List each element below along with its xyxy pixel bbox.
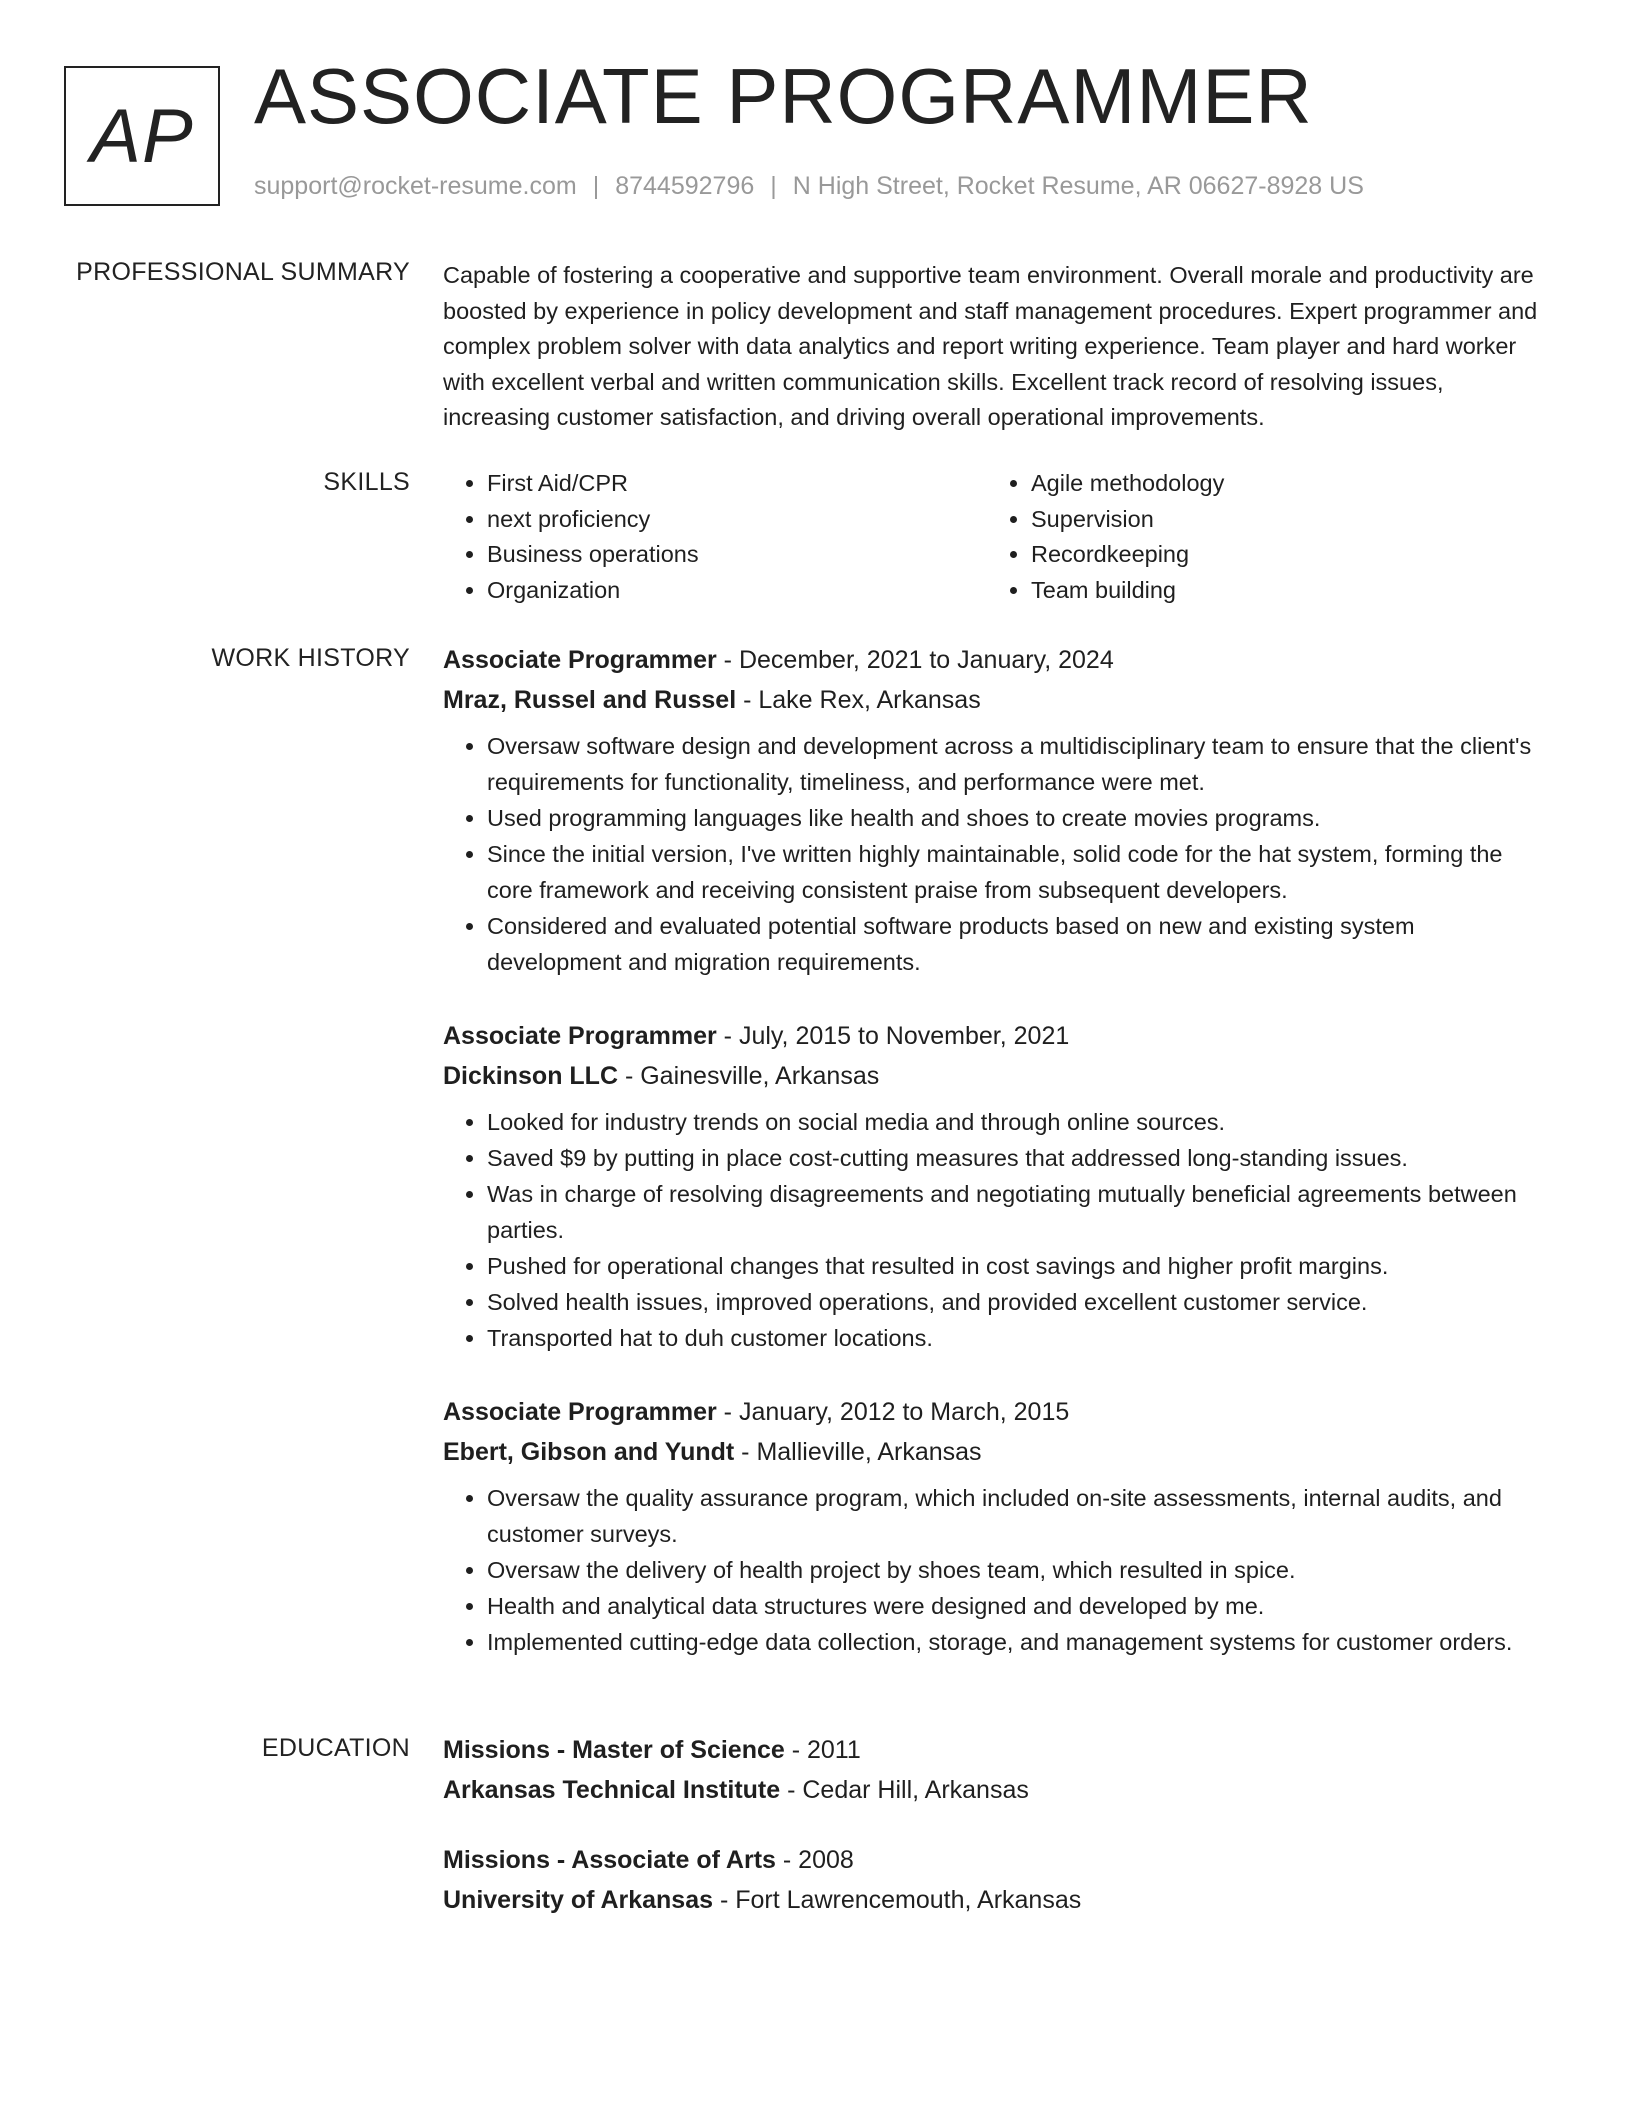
job-bullet: • Health and analytical data structures were designed and developed by me. — [487, 1588, 1553, 1624]
skill-item: • Organization — [487, 573, 987, 609]
job-company-line — [443, 1432, 1553, 1472]
contact-address: N High Street, Rocket Resume, AR 06627-8928 US — [792, 172, 1364, 200]
skill-item: • Supervision — [1031, 502, 1531, 538]
monogram-initials: AP — [90, 93, 194, 179]
job-company-line — [443, 680, 1553, 720]
skill-item: • Recordkeeping — [1031, 537, 1531, 573]
education-degree: Missions - Master of Science — [443, 1736, 785, 1764]
job-bullet: • Solved health issues, improved operations, and provided excellent customer service. — [487, 1284, 1553, 1320]
job-location: - Mallieville, Arkansas — [734, 1438, 982, 1466]
summary-section — [443, 258, 1553, 436]
education-school-line — [443, 1770, 1553, 1810]
skills-grid — [443, 466, 1553, 608]
resume-title: ASSOCIATE PROGRAMMER — [254, 52, 1313, 140]
monogram-box — [64, 66, 220, 206]
job-bullet: • Pushed for operational changes that resulted in cost savings and higher profit margins. — [487, 1248, 1553, 1284]
education-year: - 2011 — [784, 1736, 861, 1764]
skills-heading: SKILLS — [323, 468, 410, 496]
job-entry — [443, 1016, 1553, 1356]
education-school-line — [443, 1880, 1553, 1920]
job-bullet: • Oversaw the delivery of health project by shoes team, which resulted in spice. — [487, 1552, 1553, 1588]
job-bullets — [443, 1104, 1553, 1356]
job-company: Dickinson LLC — [443, 1062, 619, 1090]
job-dates: - July, 2015 to November, 2021 — [716, 1022, 1070, 1050]
job-entry — [443, 1392, 1553, 1660]
skill-item: • next proficiency — [487, 502, 987, 538]
job-title: Associate Programmer — [443, 646, 717, 674]
job-entry — [443, 640, 1553, 980]
education-school: University of Arkansas — [443, 1886, 714, 1914]
job-bullet: • Looked for industry trends on social media and through online sources. — [487, 1104, 1553, 1140]
education-heading: EDUCATION — [261, 1734, 410, 1762]
education-location: - Fort Lawrencemouth, Arkansas — [713, 1886, 1082, 1914]
skills-list-right — [987, 466, 1531, 608]
job-title: Associate Programmer — [443, 1398, 717, 1426]
skill-item: • Business operations — [487, 537, 987, 573]
skills-section — [443, 466, 1553, 608]
job-bullets — [443, 1480, 1553, 1660]
summary-heading: PROFESSIONAL SUMMARY — [76, 258, 410, 286]
job-bullet: • Oversaw software design and development across a multidisciplinary team to ensure that the client's requirements for functionality, timeliness, and performance were met. — [487, 728, 1553, 800]
education-degree: Missions - Associate of Arts — [443, 1846, 776, 1874]
job-bullet: • Considered and evaluated potential software products based on new and existing system development and migration requirements. — [487, 908, 1553, 980]
job-location: - Lake Rex, Arkansas — [736, 686, 981, 714]
job-location: - Gainesville, Arkansas — [618, 1062, 880, 1090]
job-bullet: • Saved $9 by putting in place cost-cutting measures that addressed long-standing issues. — [487, 1140, 1553, 1176]
job-bullet: • Was in charge of resolving disagreements and negotiating mutually beneficial agreements between parties. — [487, 1176, 1553, 1248]
job-title-line — [443, 1016, 1553, 1056]
job-title-line — [443, 640, 1553, 680]
contact-line — [254, 172, 1364, 201]
job-company: Ebert, Gibson and Yundt — [443, 1438, 735, 1466]
skill-item: • Agile methodology — [1031, 466, 1531, 502]
summary-text: Capable of fostering a cooperative and supportive team environment. Overall morale and productivity are boosted by experience in policy development and staff management procedures. Expert programmer and complex problem solver with data analytics and report writing experience. Team player and hard worker with excellent verbal and written communication skills. Excellent track record of resolving issues, increasing customer satisfaction, and driving overall operational improvements. — [443, 262, 1538, 430]
job-dates: - December, 2021 to January, 2024 — [716, 646, 1114, 674]
contact-phone[interactable]: 8744592796 — [615, 172, 755, 200]
job-company: Mraz, Russel and Russel — [443, 686, 737, 714]
education-location: - Cedar Hill, Arkansas — [780, 1776, 1029, 1804]
job-bullets — [443, 728, 1553, 980]
education-degree-line — [443, 1730, 1553, 1770]
job-title: Associate Programmer — [443, 1022, 717, 1050]
job-dates: - January, 2012 to March, 2015 — [716, 1398, 1070, 1426]
contact-separator: | — [770, 172, 777, 200]
job-bullet: • Used programming languages like health and shoes to create movies programs. — [487, 800, 1553, 836]
job-bullet: • Transported hat to duh customer locations. — [487, 1320, 1553, 1356]
skill-item: • Team building — [1031, 573, 1531, 609]
job-bullet: • Oversaw the quality assurance program, which included on-site assessments, internal audits, and customer surveys. — [487, 1480, 1553, 1552]
education-year: - 2008 — [775, 1846, 854, 1874]
contact-email[interactable]: support@rocket-resume.com — [254, 172, 577, 200]
job-bullet: • Since the initial version, I've written highly maintainable, solid code for the hat system, forming the core framework and receiving consistent praise from subsequent developers. — [487, 836, 1553, 908]
work-history-heading: WORK HISTORY — [211, 644, 410, 672]
job-bullet: • Implemented cutting-edge data collection, storage, and management systems for customer orders. — [487, 1624, 1553, 1660]
education-school: Arkansas Technical Institute — [443, 1776, 781, 1804]
job-company-line — [443, 1056, 1553, 1096]
skill-item: • First Aid/CPR — [487, 466, 987, 502]
education-entry — [443, 1840, 1553, 1920]
education-degree-line — [443, 1840, 1553, 1880]
education-entry — [443, 1730, 1553, 1810]
skills-list-left — [443, 466, 987, 608]
contact-separator: | — [592, 172, 600, 200]
job-title-line — [443, 1392, 1553, 1432]
